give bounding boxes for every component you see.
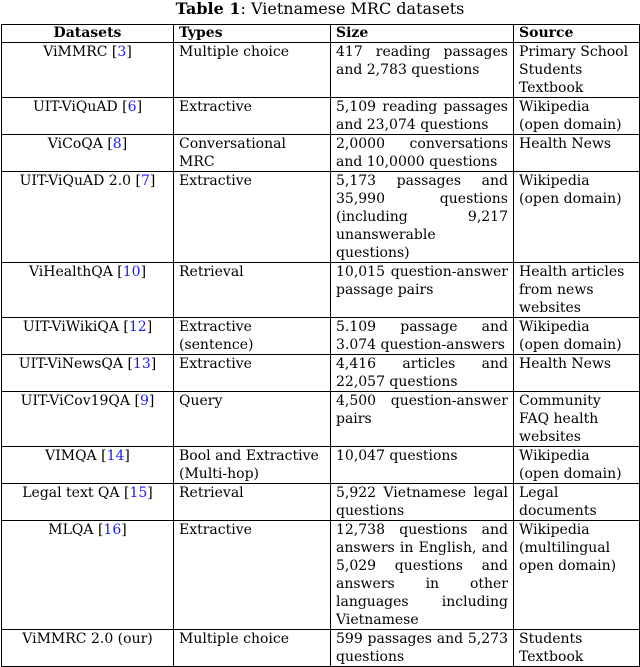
dataset-name: UIT-ViNewsQA	[18, 356, 123, 372]
citation-link[interactable]: 14	[106, 448, 125, 464]
cell-type: Multiple choice	[174, 630, 331, 667]
table-row	[2, 355, 640, 392]
cell-dataset-name: ViMMRC [3]	[2, 43, 174, 98]
cell-dataset-name: VIMQA [14]	[2, 447, 174, 484]
dataset-name: MLQA	[48, 522, 94, 538]
citation-link[interactable]: 8	[112, 136, 122, 152]
header-types: Types	[174, 25, 331, 43]
cell-size: 599 passages and 5,273 questions	[331, 630, 514, 667]
cell-dataset-name: MLQA [16]	[2, 521, 174, 630]
cell-source: Health News	[514, 135, 640, 172]
table-row	[2, 135, 640, 172]
cell-size: 5,173 passages and 35,990 questions (including 9,217 unanswerable questions)	[331, 172, 514, 263]
dataset-name: ViHealthQA	[28, 264, 113, 280]
dataset-name: UIT-ViWikiQA	[22, 319, 119, 335]
cell-type: Extractive	[174, 355, 331, 392]
dataset-name: ViMMRC	[43, 44, 108, 60]
cell-size: 5.109 passage and 3.074 question-answers	[331, 318, 514, 355]
cell-source: Health articles from news websites	[514, 263, 640, 318]
cell-source: Community FAQ health websites	[514, 392, 640, 447]
cell-type: Extractive	[174, 521, 331, 630]
table-header-row	[2, 25, 640, 43]
dataset-name: UIT-ViQuAD 2.0	[19, 173, 132, 189]
table-row	[2, 318, 640, 355]
table-row	[2, 43, 640, 98]
cell-type: Extractive (sentence)	[174, 318, 331, 355]
cell-source: Wikipedia (multilingual open domain)	[514, 521, 640, 630]
cell-dataset-name: UIT-ViQuAD [6]	[2, 98, 174, 135]
header-source: Source	[514, 25, 640, 43]
citation-link[interactable]: 9	[139, 393, 149, 409]
table-caption	[0, 0, 640, 20]
cell-dataset-name: Legal text QA [15]	[2, 484, 174, 521]
citation-link[interactable]: 12	[128, 319, 147, 335]
table-row	[2, 98, 640, 135]
table-row	[2, 521, 640, 630]
citation-link[interactable]: 13	[132, 356, 151, 372]
cell-type: Extractive	[174, 98, 331, 135]
cell-size: 10,047 questions	[331, 447, 514, 484]
cell-source: Primary School Students Textbook	[514, 43, 640, 98]
citation-link[interactable]: 6	[127, 99, 137, 115]
cell-dataset-name: ViHealthQA [10]	[2, 263, 174, 318]
cell-size: 2,0000 conversations and 10,0000 questions	[331, 135, 514, 172]
table-row	[2, 484, 640, 521]
header-datasets: Datasets	[2, 25, 174, 43]
dataset-name: ViCoQA	[47, 136, 103, 152]
dataset-name: Legal text QA	[22, 485, 120, 501]
cell-dataset-name	[2, 630, 174, 667]
cell-dataset-name: UIT-ViWikiQA [12]	[2, 318, 174, 355]
cell-source: Legal documents	[514, 484, 640, 521]
cell-type: Bool and Extractive (Multi-hop)	[174, 447, 331, 484]
cell-dataset-name: UIT-ViNewsQA [13]	[2, 355, 174, 392]
cell-type: Extractive	[174, 172, 331, 263]
cell-dataset-name: UIT-ViCov19QA [9]	[2, 392, 174, 447]
cell-size: 417 reading passages and 2,783 questions	[331, 43, 514, 98]
cell-type: Retrieval	[174, 484, 331, 521]
citation-link[interactable]: 3	[117, 44, 127, 60]
dataset-name: UIT-ViQuAD	[32, 99, 118, 115]
dataset-name: VIMQA	[45, 448, 97, 464]
cell-type: Query	[174, 392, 331, 447]
mrc-datasets-table	[1, 24, 640, 667]
header-size: Size	[331, 25, 514, 43]
cell-size: 4,500 question-answer pairs	[331, 392, 514, 447]
citation-link[interactable]: 7	[141, 173, 150, 189]
cell-source: Wikipedia (open domain)	[514, 318, 640, 355]
cell-source: Wikipedia (open domain)	[514, 172, 640, 263]
cell-size: 10,015 question-answer passage pairs	[331, 263, 514, 318]
cell-source: Wikipedia (open domain)	[514, 447, 640, 484]
cell-type: Conversational MRC	[174, 135, 331, 172]
cell-source: Health News	[514, 355, 640, 392]
citation-link[interactable]: 10	[122, 264, 141, 280]
dataset-name: UIT-ViCov19QA	[20, 393, 131, 409]
cell-type: Retrieval	[174, 263, 331, 318]
table-caption-label: Table 1	[175, 0, 241, 18]
cell-size: 5,109 reading passages and 23,074 questions	[331, 98, 514, 135]
cell-type: Multiple choice	[174, 43, 331, 98]
table-row	[2, 630, 640, 667]
table-row	[2, 447, 640, 484]
citation-link[interactable]: 15	[129, 485, 148, 501]
cell-source: Students Textbook	[514, 630, 640, 667]
table-row	[2, 172, 640, 263]
table-caption-text: : Vietnamese MRC datasets	[240, 0, 465, 18]
table-row	[2, 392, 640, 447]
cell-source: Wikipedia (open domain)	[514, 98, 640, 135]
table-row	[2, 263, 640, 318]
cell-size: 4,416 articles and 22,057 questions	[331, 355, 514, 392]
citation-link[interactable]: 16	[103, 522, 122, 538]
dataset-name: ViMMRC 2.0 (our)	[22, 631, 153, 647]
cell-size: 12,738 questions and answers in English, and 5,029 questions and answers in other languages including Vietnamese	[331, 521, 514, 630]
cell-dataset-name: ViCoQA [8]	[2, 135, 174, 172]
cell-size: 5,922 Vietnamese legal questions	[331, 484, 514, 521]
cell-dataset-name: UIT-ViQuAD 2.0 [7]	[2, 172, 174, 263]
